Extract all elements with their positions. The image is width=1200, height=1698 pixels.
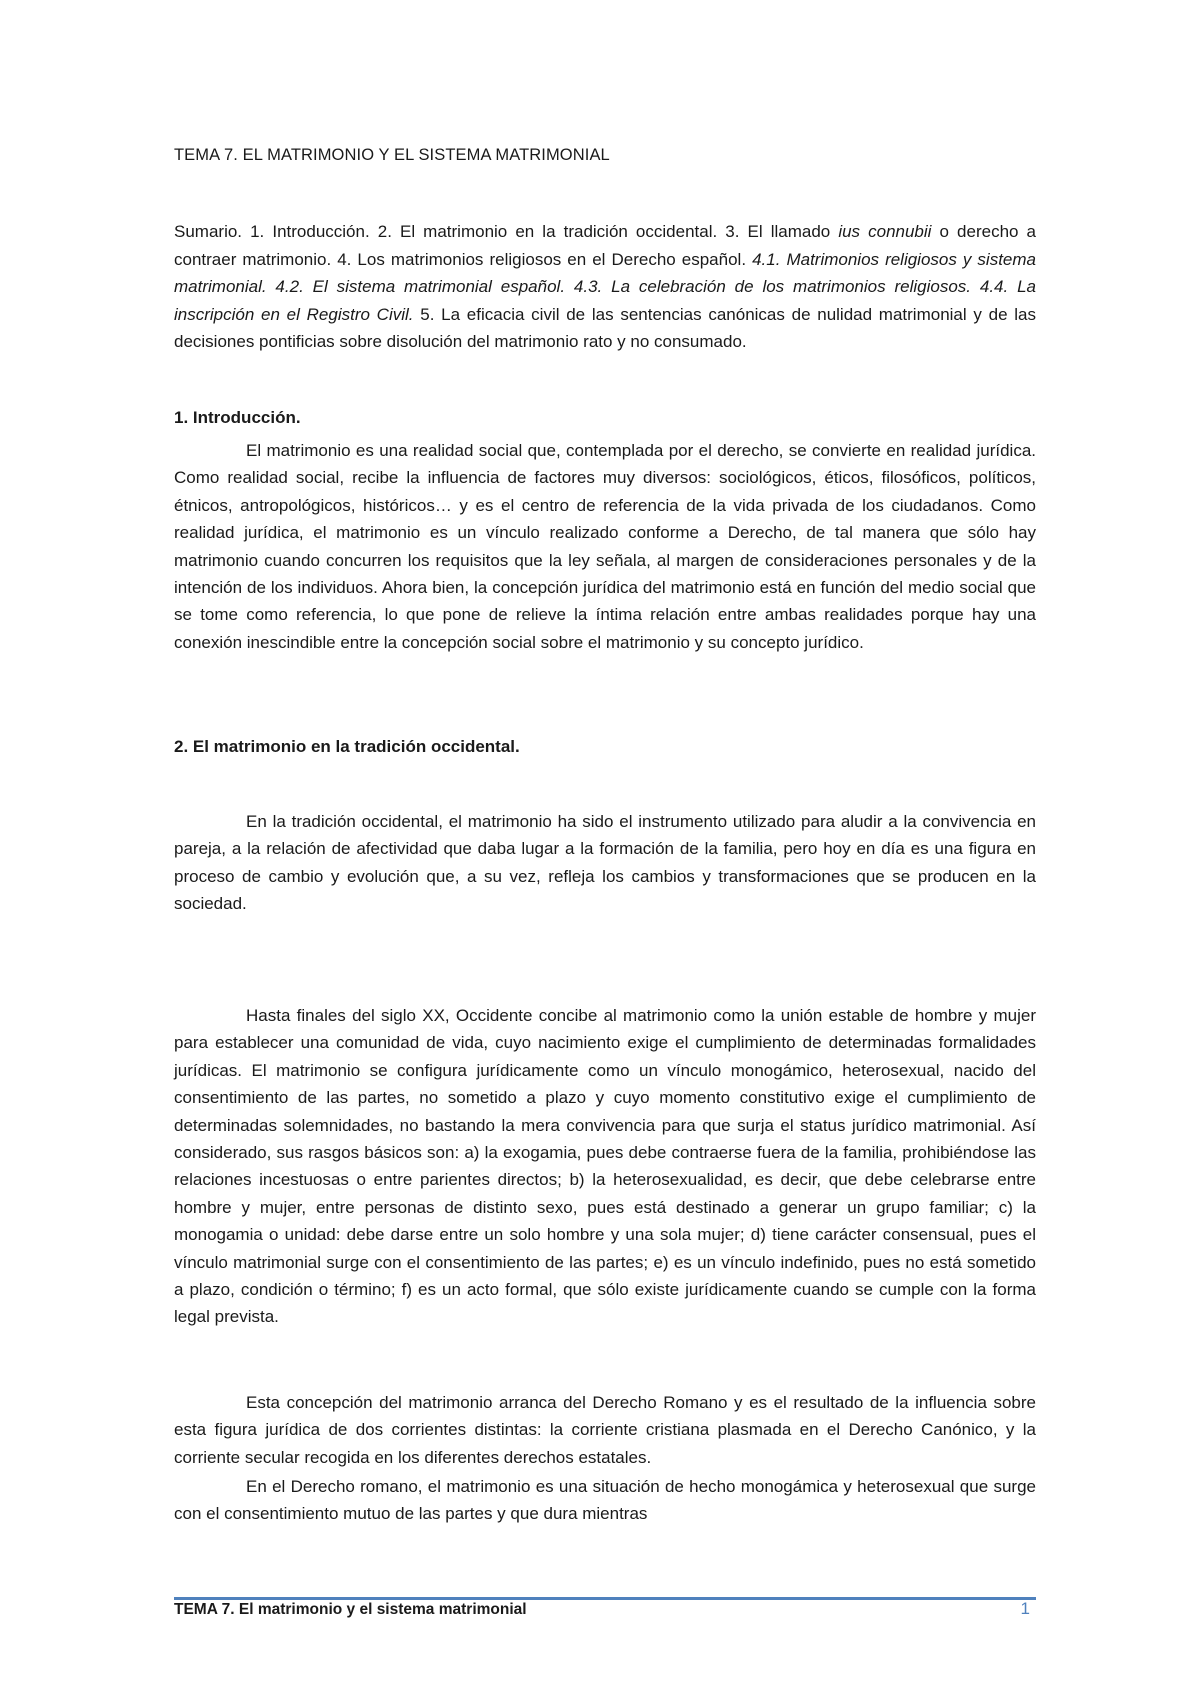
summary-text-2: o derecho a contraer matrimonio. 4. Los matrimonios religiosos en el Derecho español. xyxy=(174,222,1037,269)
summary-italic-1: ius connubii xyxy=(838,222,932,241)
footer-rule xyxy=(174,1597,1036,1600)
page-number: 1 xyxy=(1020,1599,1030,1618)
section-2-paragraph-1: En la tradición occidental, el matrimonio ha sido el instrumento utilizado para aludir a la convivencia en pareja, a la relación de afectividad que daba lugar a la formación de la familia, pero hoy en día es una figura en proceso de cambio y evolución que, a su vez, refleja los cambios y transformaciones que se producen en la sociedad. xyxy=(174,812,1036,914)
summary-text-3: 5. La eficacia civil de las sentencias canónicas de nulidad matrimonial y de las decisiones pontificias sobre disolución del matrimonio rato y no consumado. xyxy=(174,304,1036,351)
footer-title: TEMA 7. El matrimonio y el sistema matrimonial xyxy=(174,1601,527,1618)
section-2-paragraph-4: En el Derecho romano, el matrimonio es una situación de hecho monogámica y heterosexual que surge con el consentimiento mutuo de las partes y que dura mientras xyxy=(174,1477,1036,1524)
document-title: TEMA 7. EL MATRIMONIO Y EL SISTEMA MATRIMONIAL xyxy=(174,146,610,164)
summary-text-1: Sumario. 1. Introducción. 2. El matrimonio en la tradición occidental. 3. El llamado xyxy=(174,222,839,241)
section-1-heading: 1. Introducción. xyxy=(174,408,301,427)
section-2-paragraph-3: Esta concepción del matrimonio arranca del Derecho Romano y es el resultado de la influencia sobre esta figura jurídica de dos corrientes distintas: la corriente cristiana plasmada en el Derecho Canónico, y la corriente secular recogida en los diferentes derechos estatales. xyxy=(174,1393,1036,1467)
summary-paragraph xyxy=(174,218,1036,356)
section-1-paragraph: El matrimonio es una realidad social que, contemplada por el derecho, se convierte en realidad jurídica. Como realidad social, recibe la influencia de factores muy diversos: sociológicos, éticos, filosóficos, políticos, étnicos, antropológicos, históricos… y es el centro de referencia de la vida privada de los ciudadanos. Como realidad jurídica, el matrimonio es un vínculo realizado conforme a Derecho, de tal manera que sólo hay matrimonio cuando concurren los requisitos que la ley señala, al margen de consideraciones personales y de la intención de los individuos. Ahora bien, la concepción jurídica del matrimonio está en función del medio social que se tome como referencia, lo que pone de relieve la íntima relación entre ambas realidades porque hay una conexión inescindible entre la concepción social sobre el matrimonio y su concepto jurídico. xyxy=(174,441,1036,652)
summary-italic-2: 4.1. Matrimonios religiosos y sistema matrimonial. 4.2. El sistema matrimonial español. 4.3. La celebración de los matrimonios religiosos. 4.4. La inscripción en el Registro Civil. xyxy=(174,249,1036,324)
section-2-paragraph-2: Hasta finales del siglo XX, Occidente concibe al matrimonio como la unión estable de hombre y mujer para establecer una comunidad de vida, cuyo nacimiento exige el cumplimiento de determinadas formalidades jurídicas. El matrimonio se configura jurídicamente como un vínculo monogámico, heterosexual, nacido del consentimiento de las partes, no sometido a plazo y cuyo momento constitutivo exige el cumplimiento de determinadas solemnidades, no bastando la mera convivencia para que surja el status jurídico matrimonial. Así considerado, sus rasgos básicos son: a) la exogamia, pues debe contraerse fuera de la familia, prohibiéndose las relaciones incestuosas o entre parientes directos; b) la heterosexualidad, es decir, que debe celebrarse entre hombre y mujer, entre personas de distinto sexo, pues está destinado a generar un grupo familiar; c) la monogamia o unidad: debe darse entre un solo hombre y una sola mujer; d) tiene carácter consensual, pues el vínculo matrimonial surge con el consentimiento de las partes; e) es un vínculo indefinido, pues no está sometido a plazo, condición o término; f) es un acto formal, que sólo existe jurídicamente cuando se cumple con la forma legal prevista. xyxy=(174,1006,1036,1327)
section-2-heading: 2. El matrimonio en la tradición occidental. xyxy=(174,737,520,756)
page-footer xyxy=(174,1597,1036,1617)
